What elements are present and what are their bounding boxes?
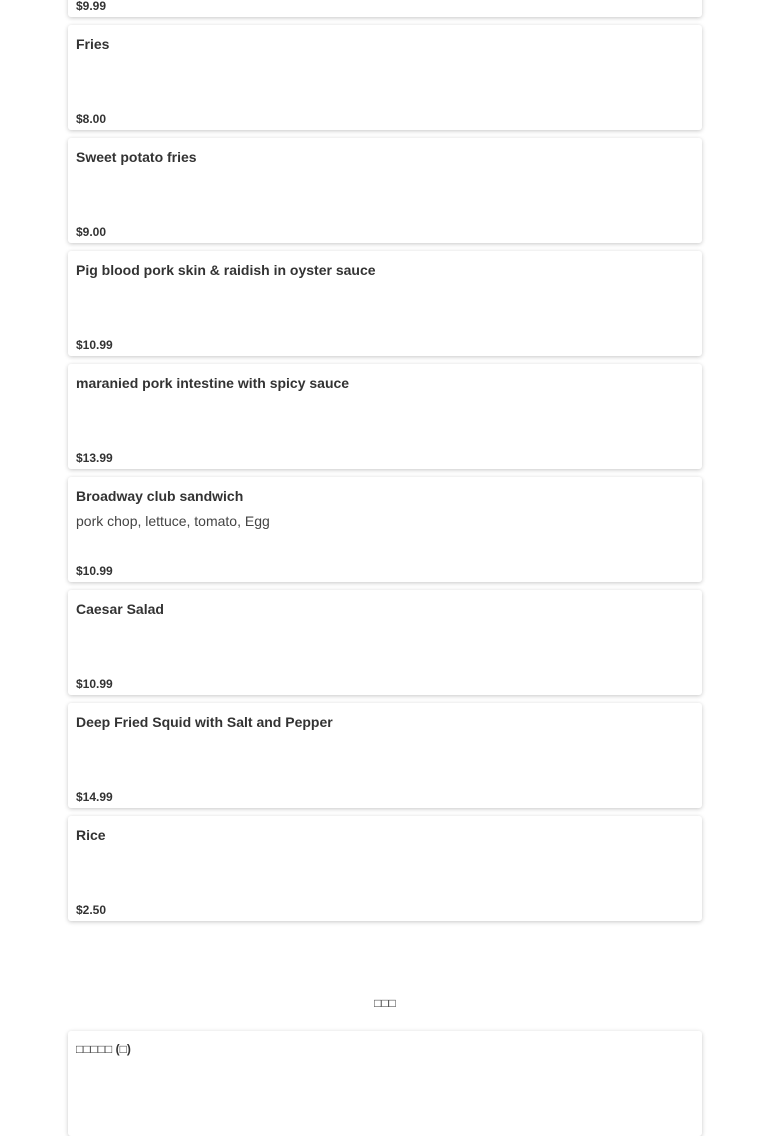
menu-item-name: Broadway club sandwich — [76, 488, 244, 504]
menu-item-price: $10.99 — [76, 564, 113, 578]
menu-item-card[interactable] — [68, 138, 702, 243]
menu-item-price: $9.99 — [76, 0, 107, 13]
menu-item-description: pork chop, lettuce, tomato, Egg — [76, 513, 270, 529]
section-heading: □□□ — [374, 996, 396, 1010]
menu-item-name: Rice — [76, 827, 106, 843]
menu-item-card[interactable] — [68, 251, 702, 356]
menu-item-card[interactable] — [68, 816, 702, 921]
menu-item-name: Pig blood pork skin & raidish in oyster sauce — [76, 262, 376, 278]
menu-item-name: Caesar Salad — [76, 601, 164, 617]
menu-item-card[interactable] — [68, 1031, 702, 1136]
menu-item-price: $14.99 — [76, 790, 113, 804]
menu-item-name: Deep Fried Squid with Salt and Pepper — [76, 714, 333, 730]
menu-item-price: $10.99 — [76, 677, 113, 691]
menu-item-price: $8.00 — [76, 112, 107, 126]
menu-item-price: $13.99 — [76, 451, 113, 465]
menu-item-card[interactable] — [68, 364, 702, 469]
menu-item-card[interactable] — [68, 477, 702, 582]
menu-item-price: $9.00 — [76, 225, 107, 239]
menu-item-card[interactable] — [68, 25, 702, 130]
menu-item-card[interactable] — [68, 0, 702, 17]
menu-item-name: □□□□□ (□) — [76, 1042, 131, 1056]
menu-item-card[interactable] — [68, 703, 702, 808]
menu-item-name: Fries — [76, 36, 110, 52]
menu-item-name: maranied pork intestine with spicy sauce — [76, 375, 350, 391]
menu-item-name: Sweet potato fries — [76, 149, 197, 165]
menu-item-card[interactable] — [68, 590, 702, 695]
menu-item-price: $10.99 — [76, 338, 113, 352]
menu-item-price: $2.50 — [76, 903, 107, 917]
